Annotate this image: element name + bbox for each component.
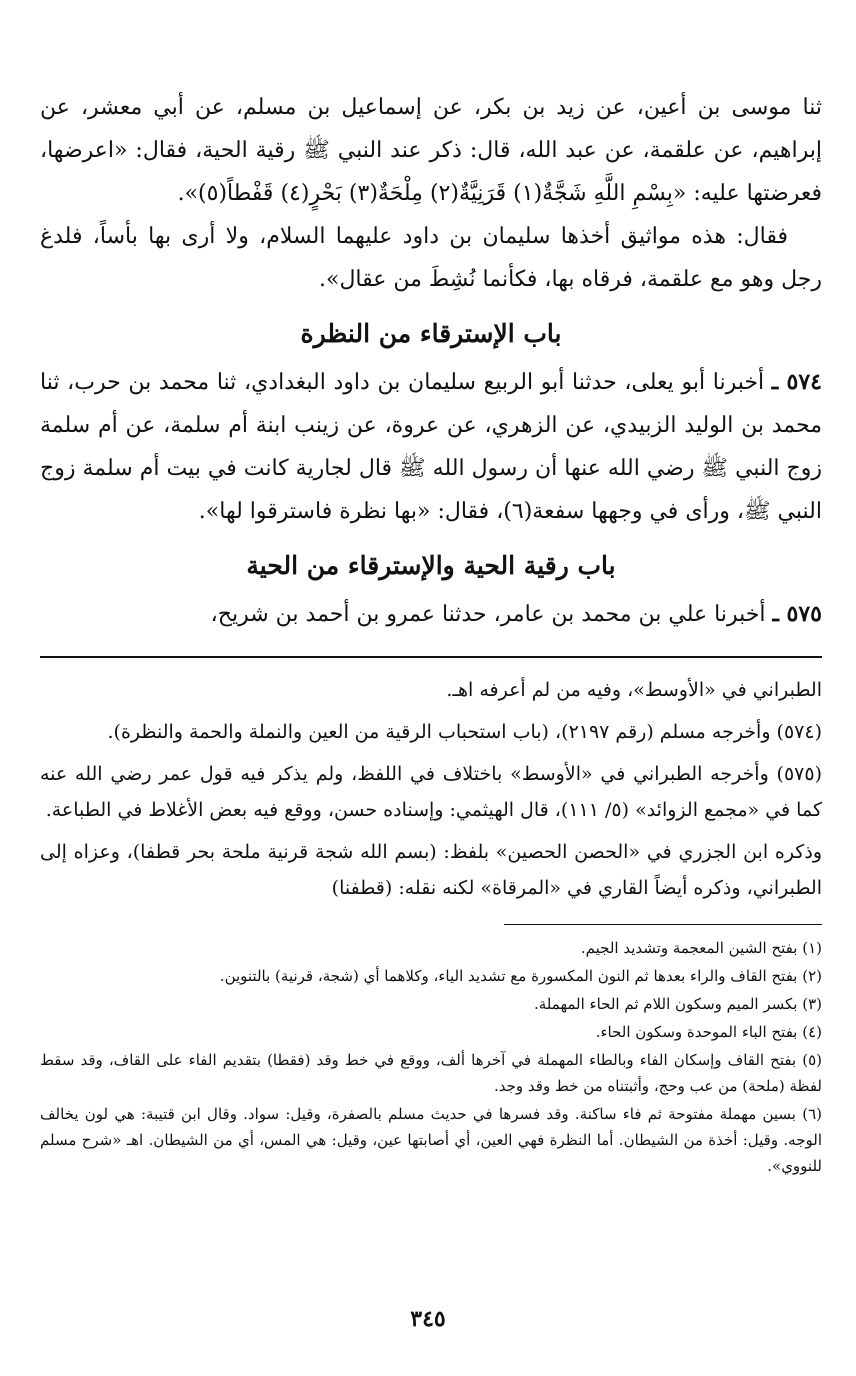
chapter-heading: باب الإسترقاء من النظرة bbox=[300, 319, 562, 348]
main-text bbox=[40, 86, 822, 636]
note: الطبراني في «الأوسط»، وفيه من لم أعرفه اهـ. bbox=[446, 679, 822, 701]
note: وذكره ابن الجزري في «الحصن الحصين» بلفظ: (بسم الله شجة قرنية ملحة بحر قطفا)، وعزاه إلى الطبراني، وذكره أيضاً القاري في «المرقاة» لكنه نقله: (قطفنا) bbox=[40, 841, 822, 899]
footnote: (١) بفتح الشين المعجمة وتشديد الجيم. bbox=[580, 939, 822, 957]
hadith-number: ٥٧٥ ـ bbox=[772, 601, 822, 627]
hadith-575 bbox=[40, 593, 822, 636]
note: (٥٧٤) وأخرجه مسلم (رقم ٢١٩٧)، (باب استحباب الرقية من العين والنملة والحمة والنظرة). bbox=[107, 721, 822, 743]
footnotes-divider bbox=[504, 924, 822, 925]
editor-notes bbox=[40, 672, 822, 906]
hadith-574 bbox=[40, 361, 822, 533]
footnote: (٢) بفتح القاف والراء بعدها ثم النون المكسورة مع تشديد الياء، وكلاهما أي (شجة، قرنية) بالتنوين. bbox=[219, 967, 822, 985]
hadith-continuation: ثنا موسى بن أعين، عن زيد بن بكر، عن إسماعيل بن مسلم، عن أبي معشر، عن إبراهيم، عن علقمة، عن عبد الله، قال: ذكر عند النبي ﷺ رقية الحية، فقال: «اعرضها، فعرضتها عليه: «بِسْمِ اللَّهِ شَجَّةٌ(١) قَرَنِيَّةٌ(٢) مِلْحَةٌ(٣) بَحْرٍ(٤) قَفْطاً(٥)». bbox=[40, 95, 822, 206]
page-number: ٣٤٥ bbox=[410, 1306, 446, 1332]
hadith-text: أخبرنا علي بن محمد بن عامر، حدثنا عمرو بن أحمد بن شريح، bbox=[210, 602, 773, 627]
footnotes bbox=[40, 935, 822, 1179]
footnote: (٥) بفتح القاف وإسكان الفاء وبالطاء المهملة في آخرها ألف، ووقع في خط وقد (فقطا) بتقديم الفاء على القاف، وقد سقط لفظة (ملحة) من عب وحج، وأثبتناه من خط وقد وجد. bbox=[40, 1051, 822, 1095]
hadith-text: أخبرنا أبو يعلى، حدثنا أبو الربيع سليمان بن داود البغدادي، ثنا محمد بن حرب، ثنا محمد بن الوليد الزبيدي، عن الزهري، عن عروة، عن زينب ابنة أم سلمة، عن أم سلمة زوج النبي ﷺ رضي الله عنها أن رسول الله ﷺ قال لجارية كانت في بيت أم سلمة زوج النبي ﷺ، ورأى في وجهها سفعة(٦)، فقال: «بها نظرة فاسترقوا لها». bbox=[40, 370, 823, 524]
chapter-heading-2: باب رقية الحية والإسترقاء من الحية bbox=[246, 551, 616, 580]
note: (٥٧٥) وأخرجه الطبراني في «الأوسط» باختلاف في اللفظ، ولم يذكر فيه قول عمر رضي الله عنه كما في «مجمع الزوائد» (٥/ ١١١)، قال الهيثمي: وإسناده حسن، ووقع فيه بعض الأغلاط في الطباعة. bbox=[40, 763, 822, 821]
notes-divider bbox=[40, 656, 822, 658]
hadith-continuation-2: فقال: هذه مواثيق أخذها سليمان بن داود عليهما السلام، ولا أرى بها بأساً، فلدغ رجل وهو مع علقمة، فرقاه بها، فكأنما نُشِطَ من عقال». bbox=[40, 224, 822, 292]
footnote: (٦) بسين مهملة مفتوحة ثم فاء ساكنة. وقد فسرها في حديث مسلم بالصفرة، وقيل: سواد. وقال ابن قتيبة: هي لون يخالف الوجه. وقيل: أخذة من الشيطان. أما النظرة فهي العين، أي أصابتها عين، وقيل: هي المس، أي من الشيطان. اهـ «شرح مسلم للنووي». bbox=[40, 1105, 822, 1175]
hadith-number: ٥٧٤ ـ bbox=[771, 369, 822, 395]
footnote: (٣) بكسر الميم وسكون اللام ثم الحاء المهملة. bbox=[534, 995, 822, 1013]
footnote: (٤) بفتح الباء الموحدة وسكون الحاء. bbox=[595, 1023, 822, 1041]
